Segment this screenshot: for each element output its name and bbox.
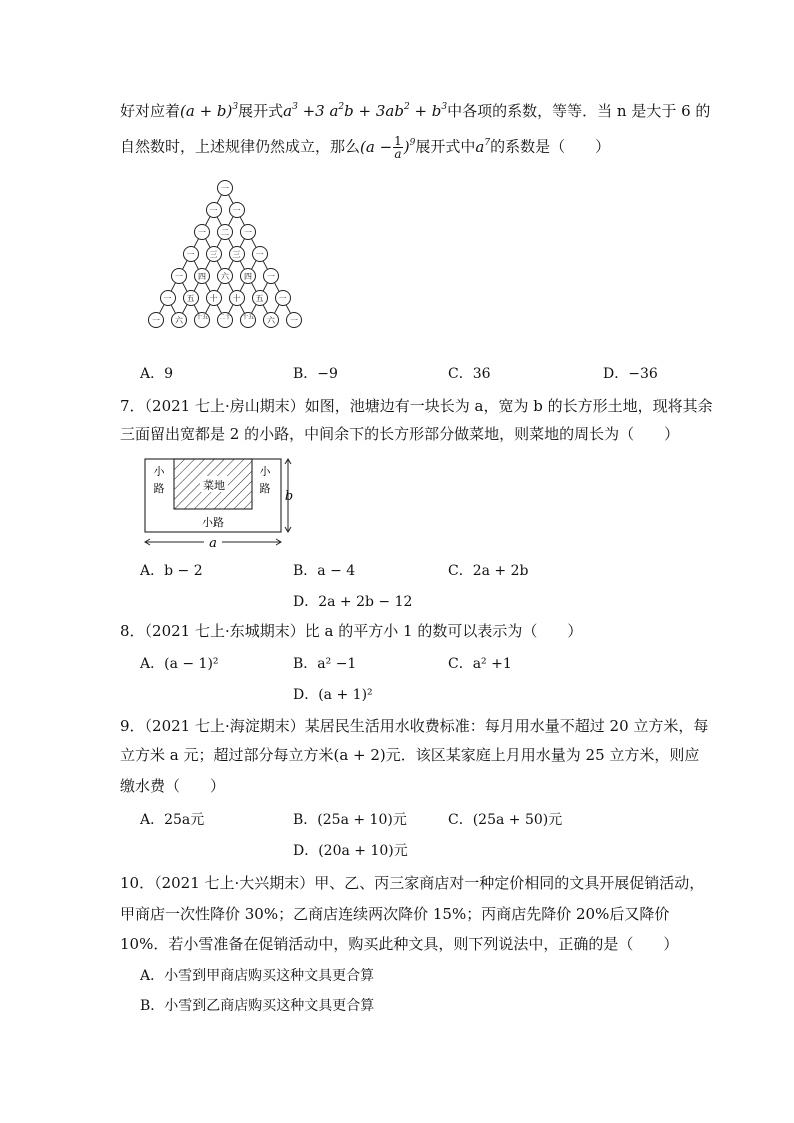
q10-option-a[interactable]: A．小雪到甲商店购买这种文具更合算 — [140, 968, 375, 984]
q8-option-b[interactable]: B．a² −1 — [293, 656, 357, 672]
q10-stem-line3: 10%．若小雪准备在促销活动中，购买此种文具，则下列说法中，正确的是（ ） — [120, 935, 679, 953]
q8-option-a[interactable]: A．(a − 1)² — [140, 656, 219, 672]
triangle-cell: 一 — [194, 224, 210, 240]
triangle-cell: 一 — [263, 268, 279, 284]
triangle-cell: 一 — [148, 312, 164, 328]
text: 展开式中 — [415, 137, 476, 156]
q6-intro-line1 — [120, 101, 710, 121]
triangle-cell: 十五 — [194, 312, 210, 328]
triangle-cell: 一 — [171, 268, 187, 284]
triangle-cell: 四 — [240, 268, 256, 284]
q6-option-d[interactable]: D．−36 — [603, 366, 658, 382]
left-path-label-1: 小 — [153, 465, 165, 478]
triangle-cell: 五 — [252, 290, 268, 306]
right-path-label-1: 小 — [259, 465, 271, 478]
triangle-cell: 一 — [160, 290, 176, 306]
q6-intro-line2 — [120, 135, 610, 160]
q6-option-c[interactable]: C．36 — [448, 366, 491, 382]
triangle-cell: 十 — [206, 290, 222, 306]
triangle-cell: 一 — [252, 246, 268, 262]
q10-stem-line2: 甲商店一次性降价 30%；乙商店连续两次降价 15%；丙商店先降价 20%后又降价 — [120, 905, 670, 923]
q8-option-d[interactable]: D．(a + 1)² — [293, 687, 373, 703]
triangle-cell: 二 — [217, 224, 233, 240]
triangle-cell: 三 — [206, 246, 222, 262]
triangle-cell: 一 — [275, 290, 291, 306]
triangle-cell: 一 — [183, 246, 199, 262]
q9-option-c[interactable]: C．(25a + 50)元 — [448, 812, 563, 828]
math-expr: $(a + b)^3$ — [180, 102, 239, 120]
q9-option-b[interactable]: B．(25a + 10)元 — [293, 812, 407, 828]
triangle-cell: 六 — [263, 312, 279, 328]
q9-stem-line2: 立方米 a 元；超过部分每立方米(a + 2)元．该区某家庭上月用水量为 25 立方米，则应 — [120, 746, 700, 764]
q9-stem-line1: 9．（2021 七上·海淀期末）某居民生活用水收费标准：每月用水量不超过 20 立方米，每 — [120, 717, 709, 735]
triangle-cell: 六 — [217, 268, 233, 284]
bottom-path-label: 小路 — [202, 516, 224, 529]
q7-stem-line2: 三面留出宽都是 2 的小路，中间余下的长方形部分做菜地，则菜地的周长为（ ） — [120, 425, 680, 443]
text: 展开式 — [238, 102, 284, 120]
text: 好对应着 — [120, 102, 181, 120]
q7-stem-line1: 7．（2021 七上·房山期末）如图，池塘边有一块长为 a，宽为 b 的长方形土地，现将其余 — [120, 397, 713, 415]
triangle-cell: 六 — [171, 312, 187, 328]
triangle-cell: 四 — [194, 268, 210, 284]
q10-option-b[interactable]: B．小雪到乙商店购买这种文具更合算 — [140, 998, 375, 1014]
triangle-cell: 五 — [183, 290, 199, 306]
triangle-cell: 十五 — [240, 312, 256, 328]
q8-option-c[interactable]: C．a² +1 — [448, 656, 512, 672]
text: 中各项的系数，等等．当 n 是大于 6 的 — [447, 102, 711, 120]
left-path-label-2: 路 — [153, 482, 165, 495]
triangle-cell: 一 — [240, 224, 256, 240]
q6-option-b[interactable]: B．−9 — [293, 366, 338, 382]
q7-option-d[interactable]: D．2a + 2b − 12 — [293, 594, 413, 610]
garden-label: 菜地 — [203, 479, 225, 492]
triangle-cell: 一 — [229, 202, 245, 218]
q9-option-d[interactable]: D．(20a + 10)元 — [293, 843, 408, 859]
yanghui-triangle — [140, 180, 320, 340]
triangle-cell: 一 — [206, 202, 222, 218]
q10-stem-line1: 10．（2021 七上·大兴期末）甲、乙、丙三家商店对一种定价相同的文具开展促销活动， — [120, 874, 705, 892]
math-expr: (a − $\frac{1}{a}$ )$^9$ — [360, 134, 416, 161]
a-label: a — [209, 536, 217, 550]
b-label: b — [284, 489, 294, 504]
triangle-cell: 一 — [217, 180, 233, 196]
q9-option-a[interactable]: A．25a元 — [140, 812, 205, 828]
triangle-cell: 十 — [229, 290, 245, 306]
q7-option-a[interactable]: A．b − 2 — [140, 563, 203, 579]
math-expr: $a^3 +3$ $a^2b + 3ab^2 + b^3$ — [283, 102, 448, 120]
q8-stem-line1: 8．（2021 七上·东城期末）比 a 的平方小 1 的数可以表示为（ ） — [120, 622, 583, 640]
q7-option-c[interactable]: C．2a + 2b — [448, 563, 529, 579]
triangle-cell: 二十 — [217, 312, 233, 328]
text: 的系数是（ ） — [490, 137, 611, 156]
q7-figure — [140, 454, 300, 550]
q6-option-a[interactable]: A．9 — [140, 366, 174, 382]
triangle-cell: 三 — [229, 246, 245, 262]
q7-option-b[interactable]: B．a − 4 — [293, 563, 356, 579]
text: 自然数时，上述规律仍然成立，那么 — [120, 137, 361, 156]
q9-stem-line3: 缴水费（ ） — [120, 777, 226, 795]
triangle-cell: 一 — [286, 312, 302, 328]
right-path-label-2: 路 — [259, 482, 271, 495]
math-expr: $a^7$ — [475, 137, 491, 156]
